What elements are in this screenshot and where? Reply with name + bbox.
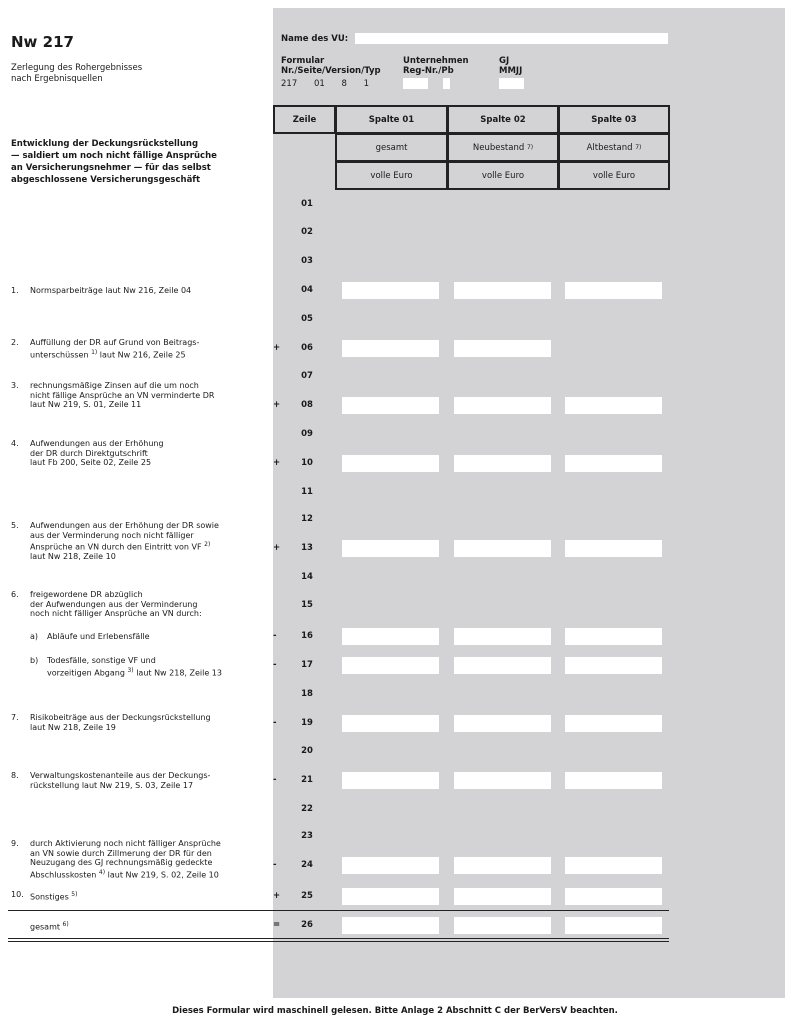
form-title: Nw 217 [11,33,74,51]
row-number: 16 [301,631,313,641]
row-number: 13 [301,543,313,553]
row-number: 17 [301,660,313,670]
section-intro: Entwicklung der Deckungsrückstellung — saldiert um noch nicht fällige Ansprüche an Versicherungsnehmer — für das selbst abgeschlossene Versicherungsgeschäft [11,139,217,185]
item-3: 3. rechnungsmäßige Zinsen auf die um noch nicht fällige Ansprüche an VN verminderte DR laut Nw 219, S. 01, Zeile 11 [11,381,215,409]
row-number: 01 [301,199,313,209]
row-number: 06 [301,343,313,353]
row-number: 22 [301,804,313,814]
total-bottom-rule-1 [8,938,669,939]
row-operator: + [273,543,281,553]
pb-input[interactable] [443,78,450,89]
input-r21-c03[interactable] [565,772,662,789]
row-number: 08 [301,400,313,410]
input-r17-c03[interactable] [565,657,662,674]
row-operator: - [273,631,277,641]
input-r13-c01[interactable] [342,540,439,557]
input-r08-c02[interactable] [454,397,551,414]
input-r08-c01[interactable] [342,397,439,414]
spalte-03-header: Spalte 03 [558,105,670,134]
input-r04-c02[interactable] [454,282,551,299]
item-8: 8. Verwaltungskostenanteile aus der Deckungs- rückstellung laut Nw 219, S. 03, Zeile 17 [11,771,211,790]
input-r04-c03[interactable] [565,282,662,299]
vu-name-label: Name des VU: [281,34,349,44]
item-6b: b) Todesfälle, sonstige VF und vorzeitigen Abgang $^{3)}$ laut Nw 218, Zeile 13 [30,656,222,678]
input-r08-c03[interactable] [565,397,662,414]
row-number: 23 [301,831,313,841]
input-r24-c01[interactable] [342,857,439,874]
row-number: 09 [301,429,313,439]
row-number: 18 [301,689,313,699]
row-number: 26 [301,920,313,930]
input-r19-c03[interactable] [565,715,662,732]
item-5: 5. Aufwendungen aus der Erhöhung der DR sowie aus der Verminderung noch nicht fälliger Ansprüche an VN durch den Eintritt von VF $^{2)}$ laut Nw 218, Zeile 10 [11,521,219,562]
item-7: 7. Risikobeiträge aus der Deckungsrückstellung laut Nw 218, Zeile 19 [11,713,211,732]
item-1: 1. Normsparbeiträge laut Nw 216, Zeile 04 [11,286,192,295]
input-r26-c02[interactable] [454,917,551,934]
input-r25-c02[interactable] [454,888,551,905]
col-03-desc: Altbestand 7) [558,133,670,162]
row-number: 11 [301,487,313,497]
input-r19-c02[interactable] [454,715,551,732]
input-r10-c01[interactable] [342,455,439,472]
gj-label: GJ MMJJ [499,56,523,76]
gj-input[interactable] [499,78,524,89]
input-r24-c02[interactable] [454,857,551,874]
spalte-01-header: Spalte 01 [335,105,448,134]
row-operator: = [273,920,281,930]
input-r13-c02[interactable] [454,540,551,557]
row-number: 05 [301,314,313,324]
row-operator: + [273,891,281,901]
input-r21-c02[interactable] [454,772,551,789]
input-r10-c02[interactable] [454,455,551,472]
row-number: 24 [301,860,313,870]
input-r25-c03[interactable] [565,888,662,905]
row-operator: + [273,458,281,468]
col-02-unit: volle Euro [447,161,559,190]
item-10: 10. Sonstiges $^{5)}$ [11,890,78,902]
row-number: 20 [301,746,313,756]
row-number: 04 [301,285,313,295]
unternehmen-label: Unternehmen Reg-Nr./Pb [403,56,469,76]
row-operator: - [273,718,277,728]
col-03-unit: volle Euro [558,161,670,190]
input-r26-c03[interactable] [565,917,662,934]
row-number: 15 [301,600,313,610]
row-number: 02 [301,227,313,237]
item-6a: a) Abläufe und Erlebensfälle [30,632,150,641]
spalte-02-header: Spalte 02 [447,105,559,134]
total-bottom-rule-2 [8,941,669,942]
row-number: 19 [301,718,313,728]
row-number: 14 [301,572,313,582]
row-number: 25 [301,891,313,901]
input-r16-c03[interactable] [565,628,662,645]
item-2: 2. Auffüllung der DR auf Grund von Beitrags- unterschüssen $^{1)}$ laut Nw 216, Zeile 25 [11,338,200,360]
row-operator: - [273,775,277,785]
total-top-rule [8,910,669,911]
row-number: 03 [301,256,313,266]
item-total: gesamt $^{6)}$ [30,921,69,932]
formular-values: 217 01 8 1 [281,79,370,89]
row-operator: + [273,343,281,353]
item-4: 4. Aufwendungen aus der Erhöhung der DR durch Direktgutschrift laut Fb 200, Seite 02, Zeile 25 [11,439,164,467]
input-r06-c02[interactable] [454,340,551,357]
row-number: 07 [301,371,313,381]
col-01-unit: volle Euro [335,161,448,190]
reg-nr-input[interactable] [403,78,428,89]
row-operator: - [273,660,277,670]
input-r17-c01[interactable] [342,657,439,674]
input-r10-c03[interactable] [565,455,662,472]
row-number: 10 [301,458,313,468]
col-02-desc: Neubestand 7) [447,133,559,162]
input-r04-c01[interactable] [342,282,439,299]
input-r17-c02[interactable] [454,657,551,674]
footer-note: Dieses Formular wird maschinell gelesen. Bitte Anlage 2 Abschnitt C der BerVersV beachten. [172,1006,618,1016]
row-operator: - [273,860,277,870]
input-r25-c01[interactable] [342,888,439,905]
input-r06-c01[interactable] [342,340,439,357]
item-9: 9. durch Aktivierung noch nicht fälliger Ansprüche an VN sowie durch Zillmerung der DR für den Neuzugang des GJ rechnungsmäßig gedeckte Abschlusskosten $^{4)}$ laut Nw 219, S. 02, Zeile 10 [11,839,221,880]
zeile-header: Zeile [273,105,336,134]
input-r26-c01[interactable] [342,917,439,934]
input-r21-c01[interactable] [342,772,439,789]
item-6: 6. freigewordene DR abzüglich der Aufwendungen aus der Verminderung noch nicht fälliger Ansprüche an VN durch: [11,590,202,618]
input-r16-c02[interactable] [454,628,551,645]
form-subtitle: Zerlegung des Rohergebnisses nach Ergebnisquellen [11,63,143,84]
col-01-desc: gesamt [335,133,448,162]
input-r19-c01[interactable] [342,715,439,732]
input-r16-c01[interactable] [342,628,439,645]
row-number: 12 [301,514,313,524]
row-number: 21 [301,775,313,785]
input-r24-c03[interactable] [565,857,662,874]
input-r13-c03[interactable] [565,540,662,557]
row-operator: + [273,400,281,410]
vu-name-input[interactable] [355,33,668,44]
formular-label: Formular Nr./Seite/Version/Typ [281,56,381,76]
